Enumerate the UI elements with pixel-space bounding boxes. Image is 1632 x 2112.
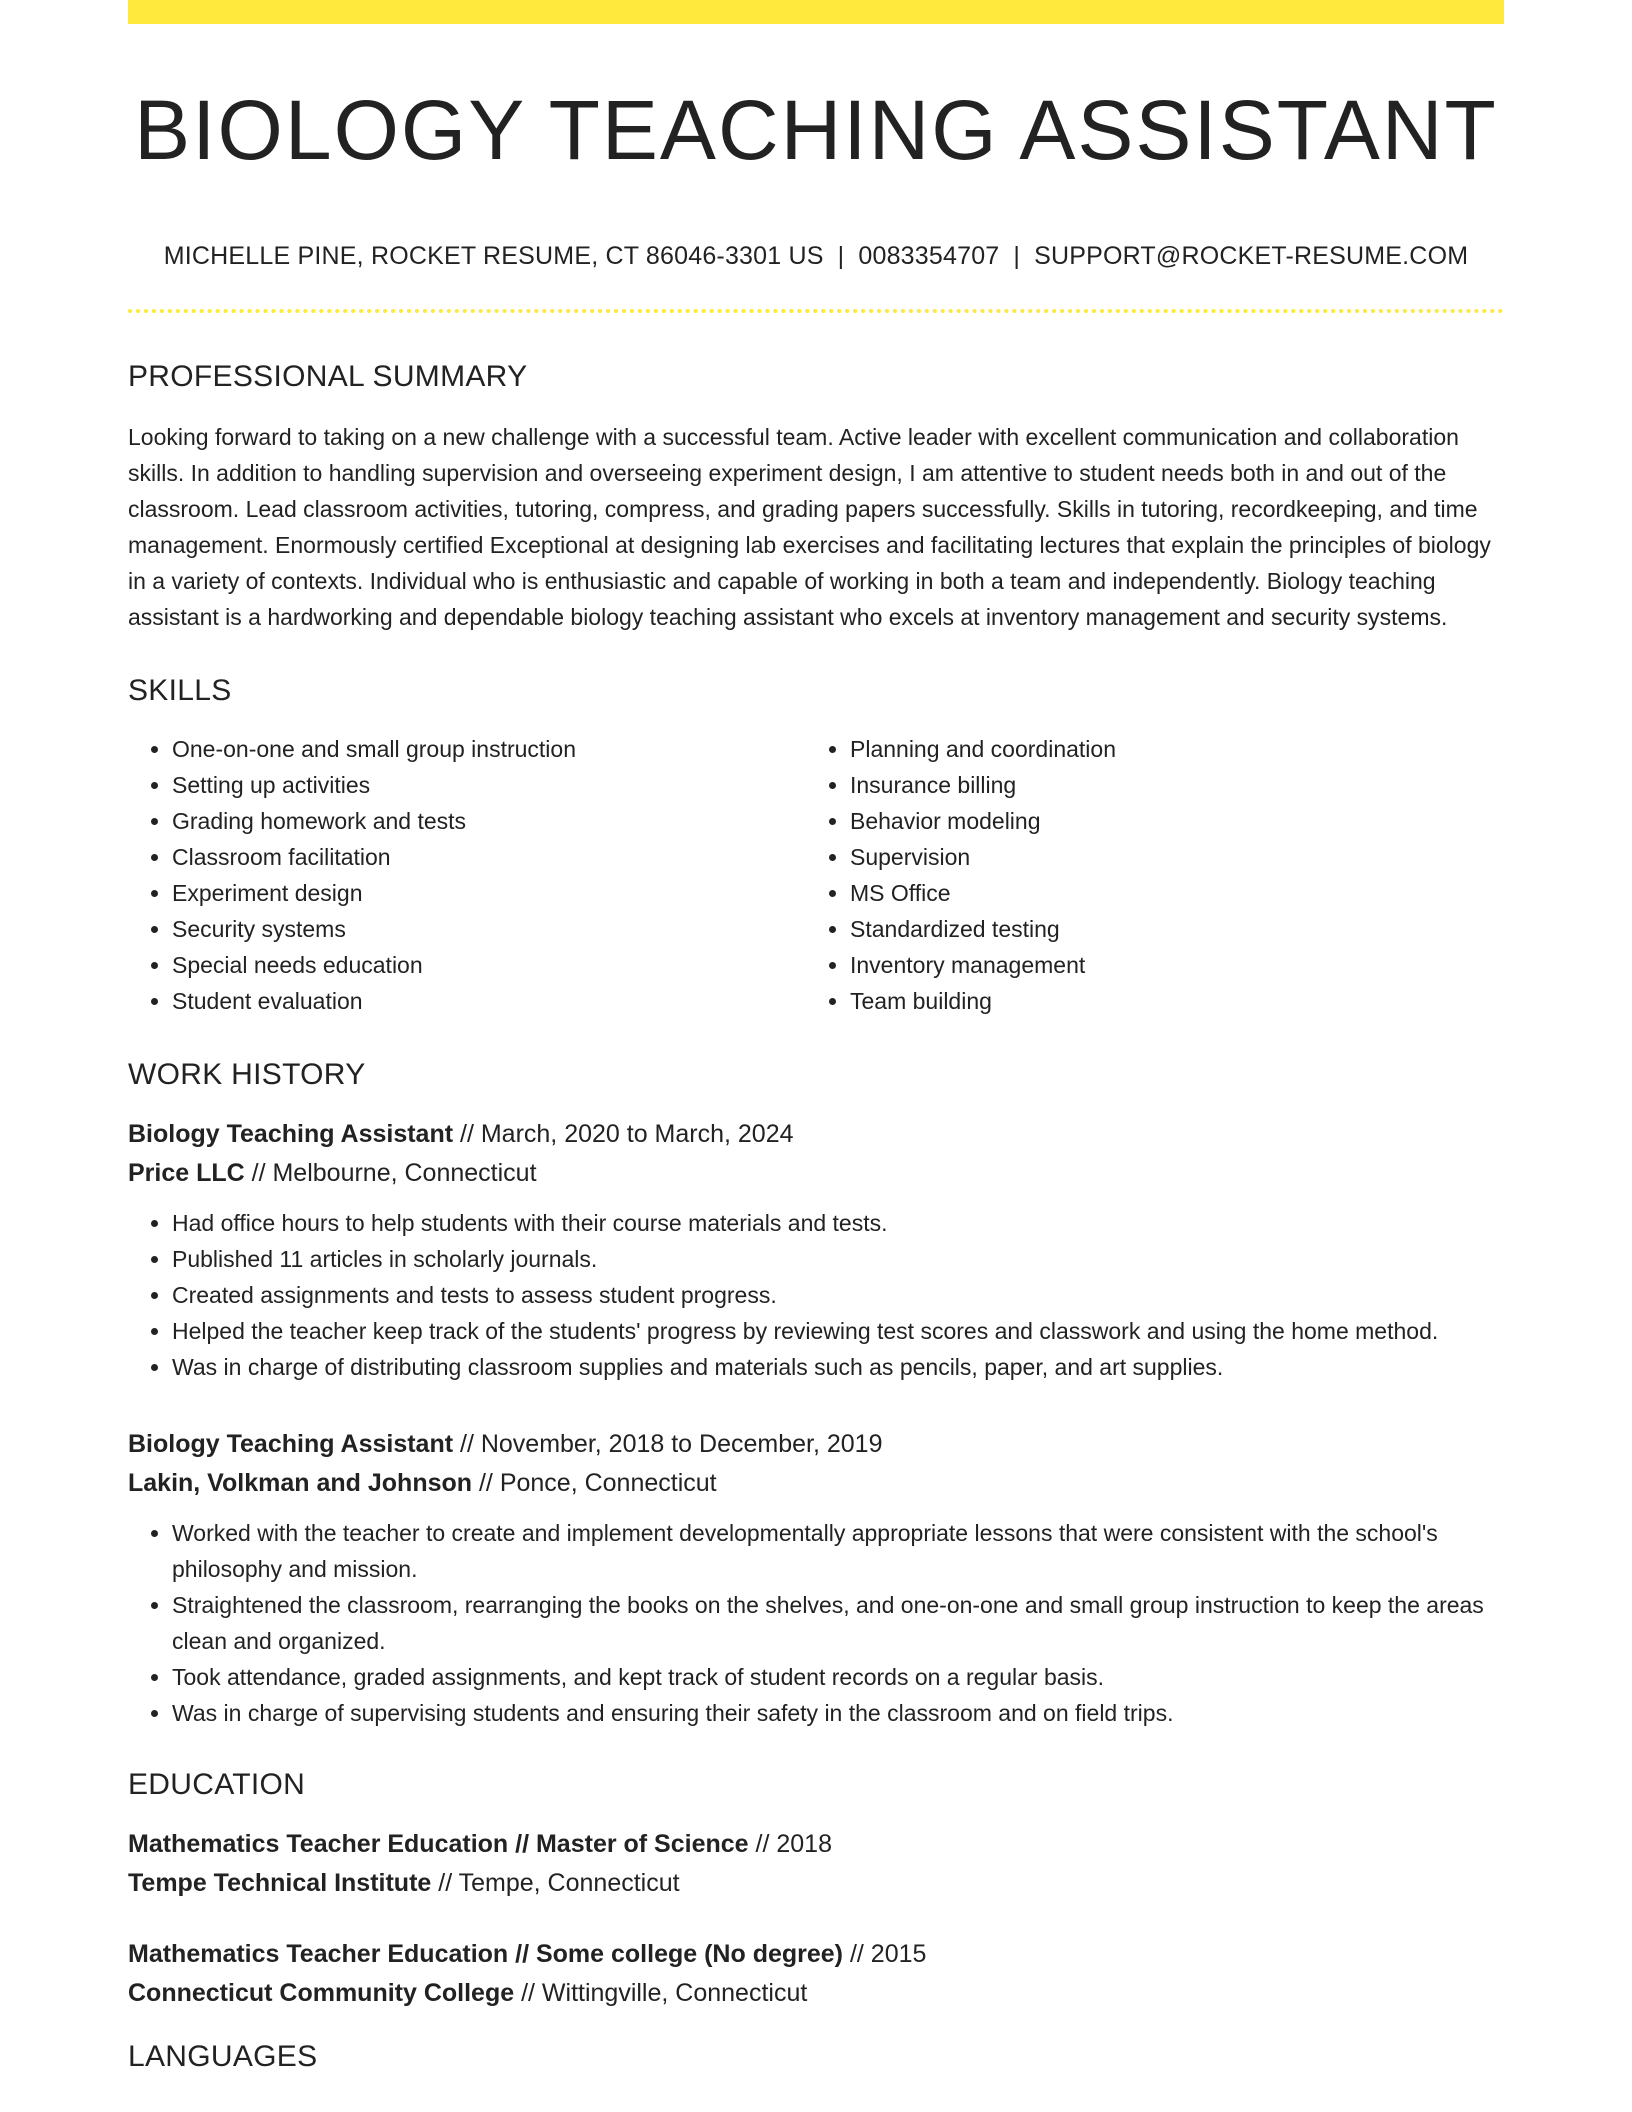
education-location: // Wittingville, Connecticut (514, 1979, 808, 2008)
skill-item: • Special needs education (172, 947, 806, 983)
work-history-heading: WORK HISTORY (128, 1058, 366, 1092)
job-bullets (128, 1515, 1504, 1731)
job-company: Price LLC (128, 1159, 245, 1188)
education-year: // 2015 (843, 1940, 927, 1969)
resume-page (128, 0, 1504, 2075)
job-title: Biology Teaching Assistant (128, 1120, 454, 1149)
contact-separator: | (1013, 242, 1021, 271)
education-heading: EDUCATION (128, 1768, 306, 1802)
job-location: // Melbourne, Connecticut (244, 1159, 537, 1188)
skill-item: • Insurance billing (850, 767, 1484, 803)
skill-item: • Inventory management (850, 947, 1484, 983)
job-bullet: • Published 11 articles in scholarly journals. (172, 1241, 1504, 1277)
job-title-line (128, 1425, 1504, 1464)
job-bullets (128, 1205, 1504, 1385)
job-company-line (128, 1464, 1504, 1503)
skill-item: • Team building (850, 983, 1484, 1019)
skill-item: • Student evaluation (172, 983, 806, 1019)
contact-separator: | (837, 242, 845, 271)
job-company: Lakin, Volkman and Johnson (128, 1469, 473, 1498)
skill-item: • Planning and coordination (850, 731, 1484, 767)
education-school-line (128, 1864, 1504, 1903)
education-entry (128, 1825, 1504, 1903)
skills-list (128, 731, 1504, 1019)
dotted-divider (128, 309, 1504, 313)
skill-item: • MS Office (850, 875, 1484, 911)
education-school: Connecticut Community College (128, 1979, 515, 2008)
education-location: // Tempe, Connecticut (431, 1869, 680, 1898)
summary-text: Looking forward to taking on a new challenge with a successful team. Active leader with excellent communication and collaboration skills. In addition to handling supervision and overseeing experiment design, I am attentive to student needs both in and out of the classroom. Lead classroom activities, tutoring, compress, and grading papers successfully. Skills in tutoring, recordkeeping, and time management. Enormously certified Exceptional at designing lab exercises and facilitating lectures that explain the principles of biology in a variety of contexts. Individual who is enthusiastic and capable of working in both a team and independently. Biology teaching assistant is a hardworking and dependable biology teaching assistant who excels at inventory management and security systems. (128, 424, 1491, 631)
education-year: // 2018 (748, 1830, 832, 1859)
skill-item: • One-on-one and small group instruction (172, 731, 806, 767)
job-company-line (128, 1154, 1504, 1193)
skill-item: • Classroom facilitation (172, 839, 806, 875)
job-bullet: • Was in charge of distributing classroom supplies and materials such as pencils, paper, and art supplies. (172, 1349, 1504, 1385)
education-degree-line (128, 1935, 1504, 1974)
education-entry (128, 1935, 1504, 2013)
education-school: Tempe Technical Institute (128, 1869, 432, 1898)
top-accent-bar (128, 0, 1504, 24)
skills-heading: SKILLS (128, 674, 232, 708)
skill-item: • Grading homework and tests (172, 803, 806, 839)
contact-address: MICHELLE PINE, ROCKET RESUME, CT 86046-3301 US (163, 242, 824, 271)
job-bullet: • Was in charge of supervising students and ensuring their safety in the classroom and on field trips. (172, 1695, 1504, 1731)
skill-item: • Standardized testing (850, 911, 1484, 947)
education-school-line (128, 1974, 1504, 2013)
languages-heading: LANGUAGES (128, 2040, 318, 2074)
contact-phone: 0083354707 (858, 242, 1000, 271)
job-dates: // March, 2020 to March, 2024 (453, 1120, 794, 1149)
contact-email[interactable]: SUPPORT@ROCKET-RESUME.COM (1034, 242, 1469, 271)
job-bullet: • Helped the teacher keep track of the students' progress by reviewing test scores and classwork and using the home method. (172, 1313, 1504, 1349)
skill-item: • Supervision (850, 839, 1484, 875)
contact-line (128, 241, 1504, 271)
job-entry (128, 1115, 1504, 1385)
skill-item: • Experiment design (172, 875, 806, 911)
summary-heading: PROFESSIONAL SUMMARY (128, 360, 528, 394)
job-bullet: • Straightened the classroom, rearranging the books on the shelves, and one-on-one and small group instruction to keep the areas clean and organized. (172, 1587, 1504, 1659)
skills-column-left (128, 731, 806, 1019)
job-bullet: • Had office hours to help students with their course materials and tests. (172, 1205, 1504, 1241)
job-location: // Ponce, Connecticut (472, 1469, 717, 1498)
job-title-line (128, 1115, 1504, 1154)
skill-item: • Security systems (172, 911, 806, 947)
job-bullet: • Took attendance, graded assignments, and kept track of student records on a regular basis. (172, 1659, 1504, 1695)
resume-title: BIOLOGY TEACHING ASSISTANT (134, 83, 1498, 177)
skills-column-right (806, 731, 1484, 1019)
job-dates: // November, 2018 to December, 2019 (453, 1430, 883, 1459)
education-degree: Mathematics Teacher Education // Some college (No degree) (128, 1940, 844, 1969)
skill-item: • Setting up activities (172, 767, 806, 803)
job-entry (128, 1425, 1504, 1731)
education-degree-line (128, 1825, 1504, 1864)
job-title: Biology Teaching Assistant (128, 1430, 454, 1459)
education-degree: Mathematics Teacher Education // Master of Science (128, 1830, 749, 1859)
skill-item: • Behavior modeling (850, 803, 1484, 839)
job-bullet: • Worked with the teacher to create and implement developmentally appropriate lessons that were consistent with the school's philosophy and mission. (172, 1515, 1504, 1587)
job-bullet: • Created assignments and tests to assess student progress. (172, 1277, 1504, 1313)
